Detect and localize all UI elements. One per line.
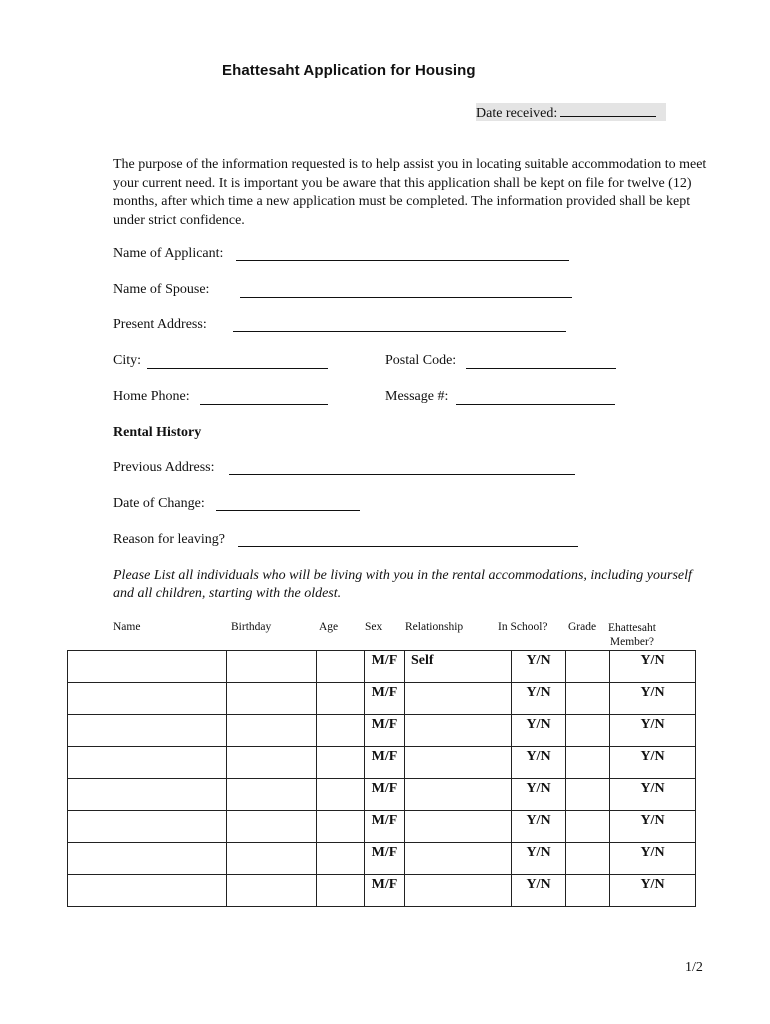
member-value: Y/N — [640, 717, 665, 732]
sex-value: M/F — [371, 685, 398, 700]
home-phone-label: Home Phone: — [113, 389, 190, 404]
in-school-cell[interactable] — [512, 875, 566, 907]
page-number: 1/2 — [685, 960, 703, 975]
intro-paragraph: The purpose of the information requested is to help assist you in locating suitable accommodation to meet your current need. It is important you be aware that this application shall be kept on file for twelve (12) months, after which time a new application must be completed. The information provided shall be kept under strict confidence. — [113, 157, 707, 228]
relationship-value — [405, 811, 511, 813]
relationship-value — [405, 779, 511, 781]
relationship-cell[interactable] — [405, 779, 512, 811]
sex-cell[interactable] — [365, 843, 405, 875]
member-cell[interactable] — [610, 779, 696, 811]
grade-cell[interactable] — [566, 651, 610, 683]
grade-cell[interactable] — [566, 683, 610, 715]
member-cell[interactable] — [610, 715, 696, 747]
col-header-member-line2: Member? — [609, 636, 654, 648]
birthday-cell[interactable] — [227, 779, 317, 811]
home-phone-field[interactable] — [200, 404, 328, 405]
sex-cell[interactable] — [365, 811, 405, 843]
col-header-name: Name — [113, 621, 141, 633]
address-label: Present Address: — [113, 317, 207, 332]
name-cell[interactable] — [68, 747, 227, 779]
address-field[interactable] — [233, 331, 566, 332]
date-of-change-field[interactable] — [216, 510, 360, 511]
date-of-change-label: Date of Change: — [113, 496, 205, 511]
relationship-value — [405, 843, 511, 845]
applicant-field[interactable] — [236, 260, 569, 261]
in-school-value: Y/N — [526, 845, 551, 860]
member-cell[interactable] — [610, 651, 696, 683]
table-row — [68, 779, 696, 811]
message-field[interactable] — [456, 404, 615, 405]
age-cell[interactable] — [317, 875, 365, 907]
birthday-cell[interactable] — [227, 811, 317, 843]
city-field[interactable] — [147, 368, 328, 369]
member-cell[interactable] — [610, 683, 696, 715]
relationship-cell[interactable] — [405, 715, 512, 747]
member-value: Y/N — [640, 813, 665, 828]
in-school-value: Y/N — [526, 653, 551, 668]
name-cell[interactable] — [68, 811, 227, 843]
applicant-label: Name of Applicant: — [113, 246, 224, 261]
sex-value: M/F — [371, 813, 398, 828]
member-value: Y/N — [640, 877, 665, 892]
relationship-value — [405, 747, 511, 749]
relationship-value — [405, 683, 511, 685]
grade-cell[interactable] — [566, 811, 610, 843]
relationship-value — [405, 715, 511, 717]
in-school-cell[interactable] — [512, 779, 566, 811]
table-row — [68, 843, 696, 875]
age-cell[interactable] — [317, 747, 365, 779]
in-school-cell[interactable] — [512, 683, 566, 715]
member-value: Y/N — [640, 653, 665, 668]
col-header-sex: Sex — [365, 621, 383, 633]
in-school-value: Y/N — [526, 685, 551, 700]
age-cell[interactable] — [317, 651, 365, 683]
member-value: Y/N — [640, 685, 665, 700]
col-header-member — [608, 621, 656, 649]
member-cell[interactable] — [610, 875, 696, 907]
birthday-cell[interactable] — [227, 651, 317, 683]
grade-cell[interactable] — [566, 779, 610, 811]
in-school-value: Y/N — [526, 717, 551, 732]
sex-value: M/F — [371, 845, 398, 860]
sex-cell[interactable] — [365, 875, 405, 907]
sex-cell[interactable] — [365, 683, 405, 715]
col-header-birthday: Birthday — [231, 621, 272, 633]
in-school-value: Y/N — [526, 813, 551, 828]
table-row — [68, 651, 696, 683]
grade-cell[interactable] — [566, 875, 610, 907]
household-instructions: Please List all individuals who will be living with you in the rental accommodations, including yourself and all children, starting with the oldest. — [113, 568, 692, 601]
birthday-cell[interactable] — [227, 843, 317, 875]
sex-value: M/F — [371, 781, 398, 796]
table-row — [68, 715, 696, 747]
table-row — [68, 811, 696, 843]
name-cell[interactable] — [68, 651, 227, 683]
member-cell[interactable] — [610, 747, 696, 779]
grade-cell[interactable] — [566, 715, 610, 747]
table-row — [68, 683, 696, 715]
household-table — [67, 650, 696, 907]
birthday-cell[interactable] — [227, 683, 317, 715]
in-school-value: Y/N — [526, 877, 551, 892]
relationship-cell[interactable] — [405, 843, 512, 875]
in-school-cell[interactable] — [512, 843, 566, 875]
birthday-cell[interactable] — [227, 875, 317, 907]
sex-value: M/F — [371, 877, 398, 892]
reason-for-leaving-label: Reason for leaving? — [113, 532, 225, 547]
postal-code-field[interactable] — [466, 368, 616, 369]
relationship-value — [405, 875, 511, 877]
sex-cell[interactable] — [365, 747, 405, 779]
relationship-cell[interactable] — [405, 811, 512, 843]
member-value: Y/N — [640, 781, 665, 796]
age-cell[interactable] — [317, 843, 365, 875]
spouse-field[interactable] — [240, 297, 572, 298]
in-school-cell[interactable] — [512, 747, 566, 779]
member-value: Y/N — [640, 749, 665, 764]
postal-code-label: Postal Code: — [385, 353, 457, 368]
sex-value: M/F — [371, 717, 398, 732]
birthday-cell[interactable] — [227, 747, 317, 779]
relationship-cell[interactable] — [405, 747, 512, 779]
age-cell[interactable] — [317, 811, 365, 843]
name-cell[interactable] — [68, 715, 227, 747]
table-row — [68, 875, 696, 907]
spouse-label: Name of Spouse: — [113, 282, 210, 297]
sex-value: M/F — [371, 749, 398, 764]
col-header-age: Age — [319, 621, 339, 633]
age-cell[interactable] — [317, 715, 365, 747]
member-cell[interactable] — [610, 843, 696, 875]
in-school-value: Y/N — [526, 749, 551, 764]
age-cell[interactable] — [317, 779, 365, 811]
sex-cell[interactable] — [365, 651, 405, 683]
member-cell[interactable] — [610, 811, 696, 843]
date-received-field[interactable] — [560, 103, 656, 117]
table-row — [68, 747, 696, 779]
previous-address-label: Previous Address: — [113, 460, 215, 475]
member-value: Y/N — [640, 845, 665, 860]
relationship-cell[interactable] — [405, 651, 512, 683]
in-school-cell[interactable] — [512, 811, 566, 843]
previous-address-field[interactable] — [229, 474, 575, 475]
grade-cell[interactable] — [566, 843, 610, 875]
name-cell[interactable] — [68, 779, 227, 811]
rental-history-heading: Rental History — [113, 425, 202, 440]
relationship-cell[interactable] — [405, 683, 512, 715]
age-cell[interactable] — [317, 683, 365, 715]
form-title: Ehattesaht Application for Housing — [222, 62, 476, 79]
col-header-relationship: Relationship — [405, 621, 464, 633]
name-cell[interactable] — [68, 683, 227, 715]
relationship-cell[interactable] — [405, 875, 512, 907]
in-school-value: Y/N — [526, 781, 551, 796]
date-received-box — [476, 103, 666, 121]
sex-value: M/F — [371, 653, 398, 668]
sex-cell[interactable] — [365, 779, 405, 811]
date-received-label: Date received: — [476, 106, 558, 121]
message-label: Message #: — [385, 389, 449, 404]
name-cell[interactable] — [68, 875, 227, 907]
col-header-grade: Grade — [568, 621, 597, 633]
birthday-cell[interactable] — [227, 715, 317, 747]
col-header-member-line1: Ehattesaht — [608, 622, 656, 634]
sex-cell[interactable] — [365, 715, 405, 747]
grade-cell[interactable] — [566, 747, 610, 779]
relationship-value: Self — [411, 653, 434, 668]
col-header-in-school: In School? — [498, 621, 548, 633]
reason-for-leaving-field[interactable] — [238, 546, 578, 547]
in-school-cell[interactable] — [512, 651, 566, 683]
name-cell[interactable] — [68, 843, 227, 875]
city-label: City: — [113, 353, 142, 368]
in-school-cell[interactable] — [512, 715, 566, 747]
